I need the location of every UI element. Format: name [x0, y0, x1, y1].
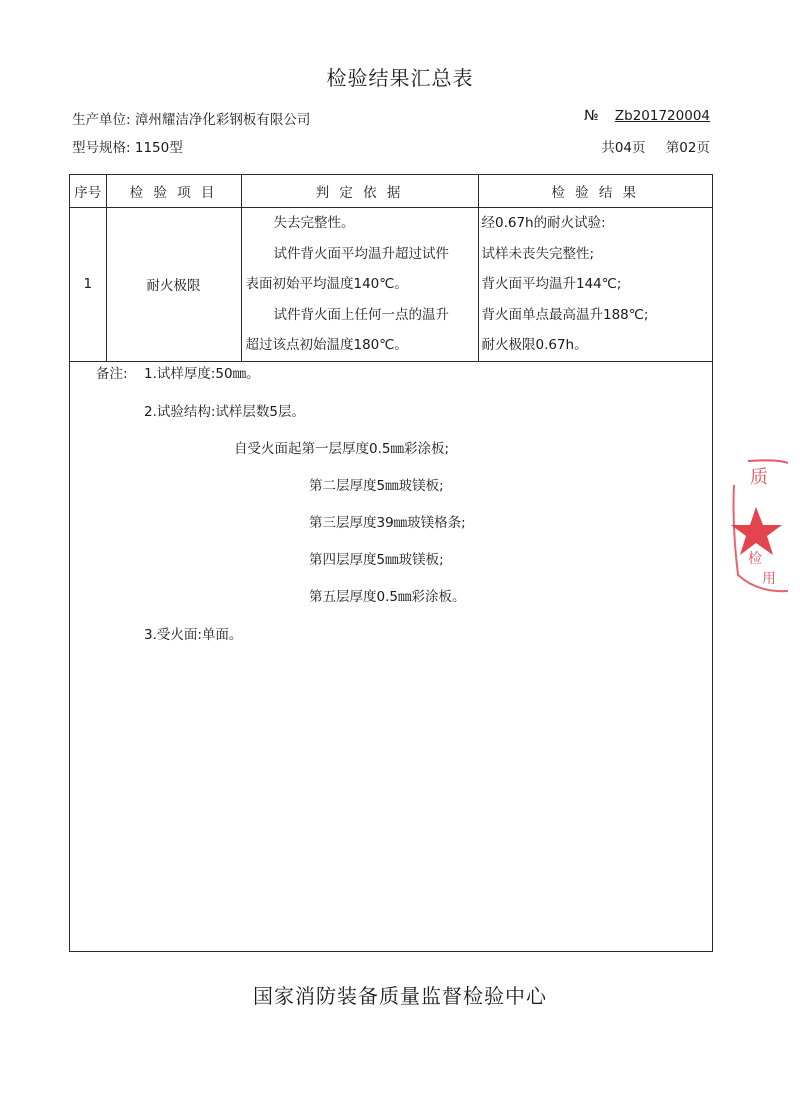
model-line: [72, 136, 183, 156]
remark-item-3: 3.受火面:单面。: [144, 627, 243, 643]
row-item: 耐火极限: [106, 208, 241, 362]
basis-line: 试件背火面平均温升超过试件: [273, 245, 449, 262]
results-table: [70, 175, 712, 362]
layer-line: 第五层厚度0.5㎜彩涂板。: [309, 589, 466, 605]
seal-stamp: [728, 455, 788, 595]
current-page: 第02页: [665, 140, 710, 156]
basis-line: 失去完整性。: [273, 215, 355, 231]
producer-label: 生产单位:: [72, 112, 131, 128]
layer-line: 第三层厚度39㎜玻镁格条;: [309, 515, 466, 531]
row-seq: 1: [70, 208, 106, 362]
table-header-row: [70, 175, 712, 208]
basis-line: 表面初始平均温度140℃。: [245, 276, 408, 292]
column-header-basis: 判 定 依 据: [241, 175, 478, 208]
result-line: 试样未丧失完整性;: [481, 245, 595, 262]
report-number-value: Zb201720004: [614, 108, 710, 124]
svg-text:用: 用: [762, 571, 776, 587]
remark-item-2: 2.试验结构:试样层数5层。: [144, 404, 306, 420]
column-header-seq: 序号: [70, 175, 106, 208]
model-label: 型号规格:: [72, 140, 131, 156]
result-line: 背火面单点最高温升188℃;: [481, 306, 649, 323]
remarks-label: 备注:: [96, 366, 128, 382]
result-line: 经0.67h的耐火试验:: [481, 215, 606, 231]
basis-line: 超过该点初始温度180℃。: [245, 337, 408, 353]
summary-frame: [69, 174, 713, 952]
page-info: [601, 136, 710, 156]
producer-name: 漳州耀洁净化彩钢板有限公司: [134, 112, 311, 128]
report-number: [584, 108, 710, 124]
column-header-result: 检 验 结 果: [478, 175, 712, 208]
basis-line: 试件背火面上任何一点的温升: [273, 306, 449, 323]
svg-text:质: 质: [750, 467, 768, 488]
row-basis: [241, 208, 478, 362]
total-pages: 共04页: [601, 140, 646, 156]
remark-item-1: 1.试样厚度:50㎜。: [144, 366, 260, 382]
producer-line: [72, 108, 310, 128]
row-result: [478, 208, 712, 362]
layer-line: 第二层厚度5㎜玻镁板;: [309, 478, 444, 494]
svg-text:检: 检: [748, 551, 762, 567]
document-title: 检验结果汇总表: [326, 66, 474, 90]
column-header-item: 检 验 项 目: [106, 175, 241, 208]
table-row: [70, 208, 712, 362]
layer-line: 第四层厚度5㎜玻镁板;: [309, 552, 444, 568]
layer-line: 自受火面起第一层厚度0.5㎜彩涂板;: [234, 441, 450, 457]
result-line: 背火面平均温升144℃;: [481, 276, 622, 292]
issuing-organization: 国家消防装备质量监督检验中心: [253, 984, 547, 1008]
number-sign: №: [584, 108, 599, 124]
result-line: 耐火极限0.67h。: [481, 337, 588, 353]
model-value: 1150型: [134, 140, 183, 156]
